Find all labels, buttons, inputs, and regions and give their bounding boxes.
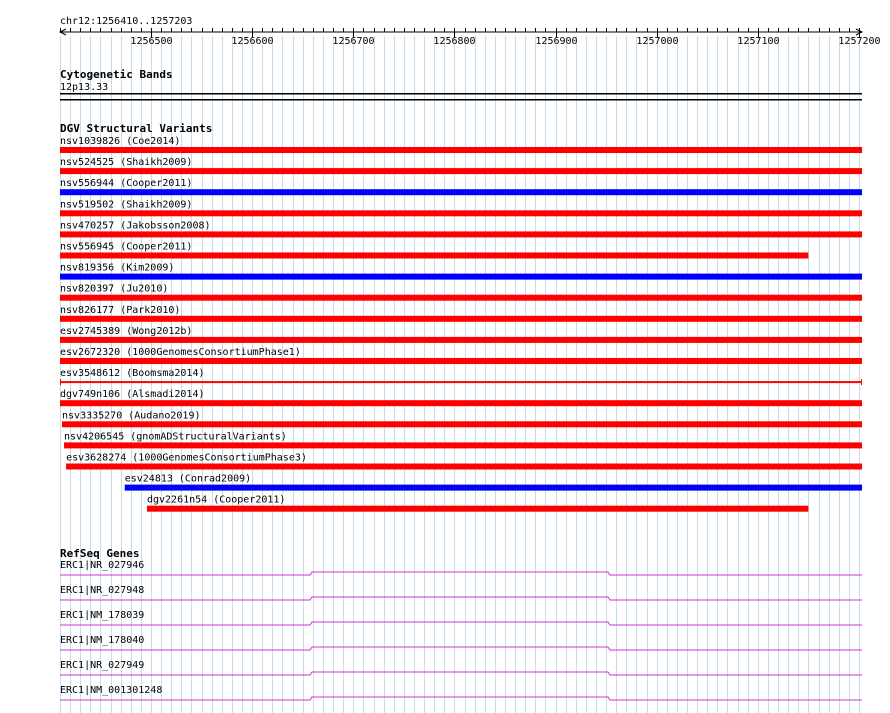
variant-bar[interactable]	[60, 316, 862, 322]
refseq-genes	[60, 560, 862, 700]
variant-label: nsv3335270 (Audano2019)	[62, 410, 201, 422]
ruler-tick-label: 1256900	[535, 36, 578, 47]
gene-label: ERC1|NR_027949	[60, 660, 145, 671]
ruler-tick-label: 1256700	[332, 36, 375, 47]
cytoband-track-title: Cytogenetic Bands	[60, 68, 173, 81]
variant-label: nsv556945 (Cooper2011)	[60, 241, 193, 253]
variant-label: esv24813 (Conrad2009)	[124, 473, 252, 485]
variant-bar[interactable]	[60, 400, 862, 406]
gene-intron-line[interactable]	[60, 622, 862, 625]
variant-label: nsv519502 (Shaikh2009)	[60, 199, 193, 211]
variant-label: dgv2261n54 (Cooper2011)	[146, 494, 286, 506]
cytoband-track	[60, 68, 862, 101]
gene-label: ERC1|NM_178039	[60, 610, 145, 621]
variant-bar[interactable]	[64, 442, 862, 448]
dgv-variants	[60, 136, 862, 512]
ruler-tick-label: 1257000	[636, 36, 679, 47]
variant-bar[interactable]	[60, 231, 862, 237]
refseq-track	[60, 547, 862, 700]
cytoband-line	[60, 99, 862, 101]
variant-bar[interactable]	[60, 253, 808, 259]
variant-bar[interactable]	[60, 168, 862, 174]
gene-intron-line[interactable]	[60, 672, 862, 675]
variant-bar[interactable]	[125, 485, 862, 491]
ruler	[60, 16, 881, 47]
ruler-ticks	[61, 28, 881, 47]
variant-bar[interactable]	[62, 421, 862, 427]
variant-bar[interactable]	[147, 506, 808, 512]
variant-bar[interactable]	[60, 337, 862, 343]
dgv-track-title: DGV Structural Variants	[60, 122, 213, 135]
variant-label: nsv556944 (Cooper2011)	[60, 178, 193, 190]
ruler-tick-label: 1256600	[231, 36, 274, 47]
variant-label: esv3628274 (1000GenomesConsortiumPhase3)	[66, 452, 307, 464]
variant-label: nsv470257 (Jakobsson2008)	[60, 220, 211, 232]
gene-intron-line[interactable]	[60, 697, 862, 700]
variant-label: esv2745389 (Wong2012b)	[60, 325, 193, 337]
dgv-track	[60, 122, 862, 512]
variant-label: nsv524525 (Shaikh2009)	[60, 157, 193, 169]
variant-bar[interactable]	[60, 274, 862, 280]
region-label: chr12:1256410..1257203	[60, 16, 193, 27]
gene-label: ERC1|NR_027946	[60, 560, 145, 571]
variant-bar[interactable]	[60, 189, 862, 195]
variant-label: nsv4206545 (gnomADStructuralVariants)	[64, 431, 287, 443]
refseq-track-title: RefSeq Genes	[60, 547, 140, 560]
variant-label: nsv820397 (Ju2010)	[60, 283, 169, 295]
variant-label: nsv826177 (Park2010)	[60, 304, 181, 316]
variant-bar[interactable]	[60, 295, 862, 301]
variant-label: dgv749n106 (Alsmadi2014)	[60, 389, 205, 401]
ruler-tick-label: 1257200	[838, 36, 881, 47]
gene-label: ERC1|NR_027948	[60, 585, 145, 596]
gene-label: ERC1|NM_001301248	[60, 685, 163, 696]
ruler-tick-label: 1256500	[130, 36, 173, 47]
variant-label: esv3548612 (Boomsma2014)	[60, 368, 205, 380]
variant-label: nsv819356 (Kim2009)	[60, 262, 175, 274]
variant-label: nsv1039826 (Coe2014)	[60, 136, 181, 147]
cytoband-line	[60, 93, 862, 95]
gene-intron-line[interactable]	[60, 597, 862, 600]
gene-intron-line[interactable]	[60, 647, 862, 650]
gene-label: ERC1|NM_178040	[60, 635, 145, 646]
variant-bar[interactable]	[60, 147, 862, 153]
ruler-tick-label: 1256800	[433, 36, 476, 47]
cytoband-label: 12p13.33	[60, 82, 109, 93]
gene-intron-line[interactable]	[60, 572, 862, 575]
variant-bar[interactable]	[60, 381, 862, 383]
variant-bar[interactable]	[60, 210, 862, 216]
variant-bar[interactable]	[60, 358, 862, 364]
variant-label: esv2672320 (1000GenomesConsortiumPhase1)	[60, 347, 301, 358]
ruler-tick-label: 1257100	[737, 36, 780, 47]
variant-bar[interactable]	[66, 464, 862, 470]
